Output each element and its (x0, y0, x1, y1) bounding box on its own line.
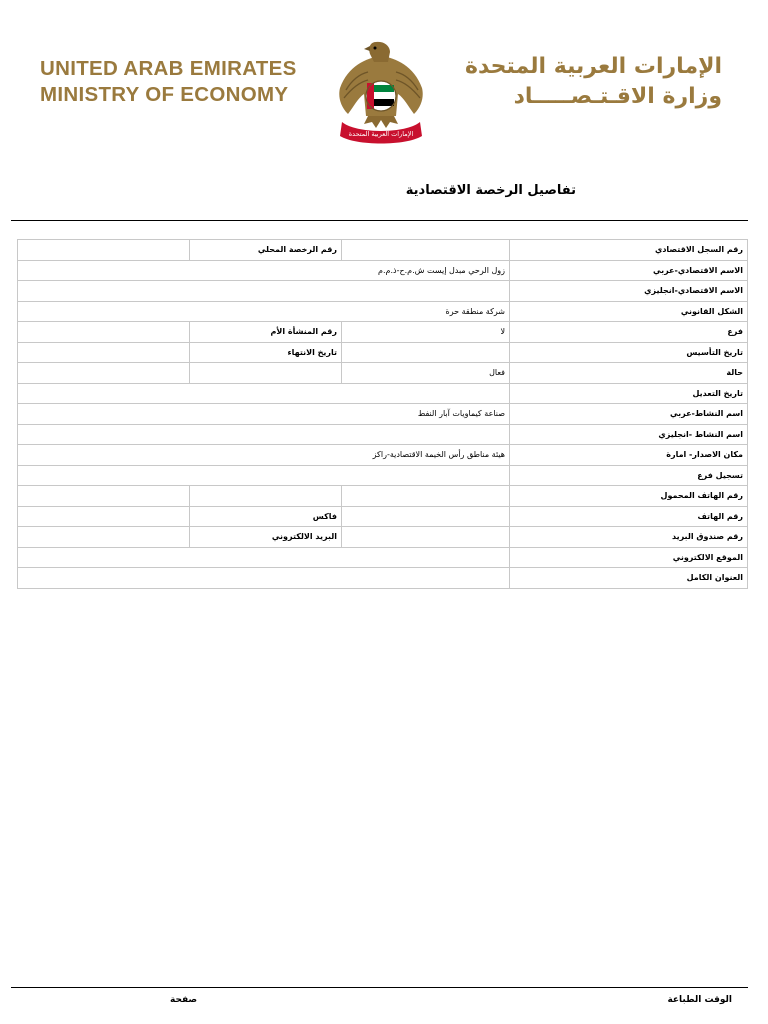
field-label: العنوان الكامل (510, 568, 748, 589)
table-row (18, 342, 748, 363)
field-label: تاريخ التعديل (510, 383, 748, 404)
field-value (18, 506, 190, 527)
arabic-ministry-name: وزارة الاقـتـصـــــاد (513, 84, 722, 109)
field-label: فرع (510, 322, 748, 343)
field-label: تاريخ التأسيس (510, 342, 748, 363)
field-label: تاريخ الانتهاء (190, 342, 342, 363)
table-row (18, 465, 748, 486)
field-value (18, 322, 190, 343)
table-row (18, 404, 748, 425)
table-row (18, 527, 748, 548)
field-value (342, 342, 510, 363)
field-value (18, 363, 190, 384)
english-letterhead (40, 56, 297, 108)
field-value (18, 568, 510, 589)
title-divider (11, 220, 748, 221)
field-label: حالة (510, 363, 748, 384)
table-row (18, 547, 748, 568)
table-row (18, 301, 748, 322)
print-time-label: الوقت الطباعة (667, 995, 732, 1005)
field-value (18, 342, 190, 363)
field-label: البريد الالكتروني (190, 527, 342, 548)
table-row (18, 424, 748, 445)
field-value (18, 240, 190, 261)
field-label: الموقع الالكتروني (510, 547, 748, 568)
field-label: رقم الهاتف المحمول (510, 486, 748, 507)
table-row (18, 240, 748, 261)
table-row (18, 281, 748, 302)
table-row (18, 322, 748, 343)
field-label: اسم النشاط-عربي (510, 404, 748, 425)
field-value (18, 547, 510, 568)
letterhead (0, 0, 768, 160)
field-label: رقم صندوق البريد (510, 527, 748, 548)
field-value: هيئة مناطق رأس الخيمة الاقتصادية-راكز (18, 445, 510, 466)
field-label (190, 363, 342, 384)
field-label: الاسم الاقتصادي-عربي (510, 260, 748, 281)
field-label: تسجيل فرع (510, 465, 748, 486)
field-value: فعال (342, 363, 510, 384)
arabic-country-name: الإمارات العربية المتحدة (464, 54, 722, 79)
field-value (342, 240, 510, 261)
arabic-letterhead (465, 52, 722, 112)
field-label: مكان الاصدار- امارة (510, 445, 748, 466)
field-label: فاكس (190, 506, 342, 527)
english-country-name: UNITED ARAB EMIRATES (40, 57, 297, 80)
field-value: لا (342, 322, 510, 343)
license-details-table (17, 239, 748, 589)
field-value (18, 424, 510, 445)
footer-divider (11, 987, 748, 988)
field-value: شركة منطقة حرة (18, 301, 510, 322)
document-title: تفاصيل الرخصة الاقتصادية (405, 183, 576, 198)
field-label: الاسم الاقتصادي-انجليزي (510, 281, 748, 302)
field-value: صناعة كيماويات آبار النفط (18, 404, 510, 425)
field-value (18, 527, 190, 548)
field-value (342, 506, 510, 527)
field-value: زول الرحي مبدل إيست ش.م.ح-ذ.م.م (18, 260, 510, 281)
table-row (18, 383, 748, 404)
field-label (190, 486, 342, 507)
table-row (18, 445, 748, 466)
field-value (18, 383, 510, 404)
field-label: رقم المنشأة الأم (190, 322, 342, 343)
page-label: صفحة (170, 995, 198, 1005)
table-row (18, 506, 748, 527)
field-value (18, 281, 510, 302)
field-label: رقم السجل الاقتصادي (510, 240, 748, 261)
table-row (18, 486, 748, 507)
field-value (342, 486, 510, 507)
english-ministry-name: MINISTRY OF ECONOMY (40, 83, 289, 106)
table-row (18, 363, 748, 384)
table-row (18, 260, 748, 281)
field-label: رقم الرخصة المحلي (190, 240, 342, 261)
field-value (342, 527, 510, 548)
field-label: اسم النشاط -انجليزي (510, 424, 748, 445)
field-label: رقم الهاتف (510, 506, 748, 527)
field-label: الشكل القانوني (510, 301, 748, 322)
table-row (18, 568, 748, 589)
uae-falcon-emblem-icon (326, 36, 436, 146)
field-value (18, 486, 190, 507)
emblem-caption: الإمارات العربية المتحدة (348, 130, 414, 138)
field-value (18, 465, 510, 486)
